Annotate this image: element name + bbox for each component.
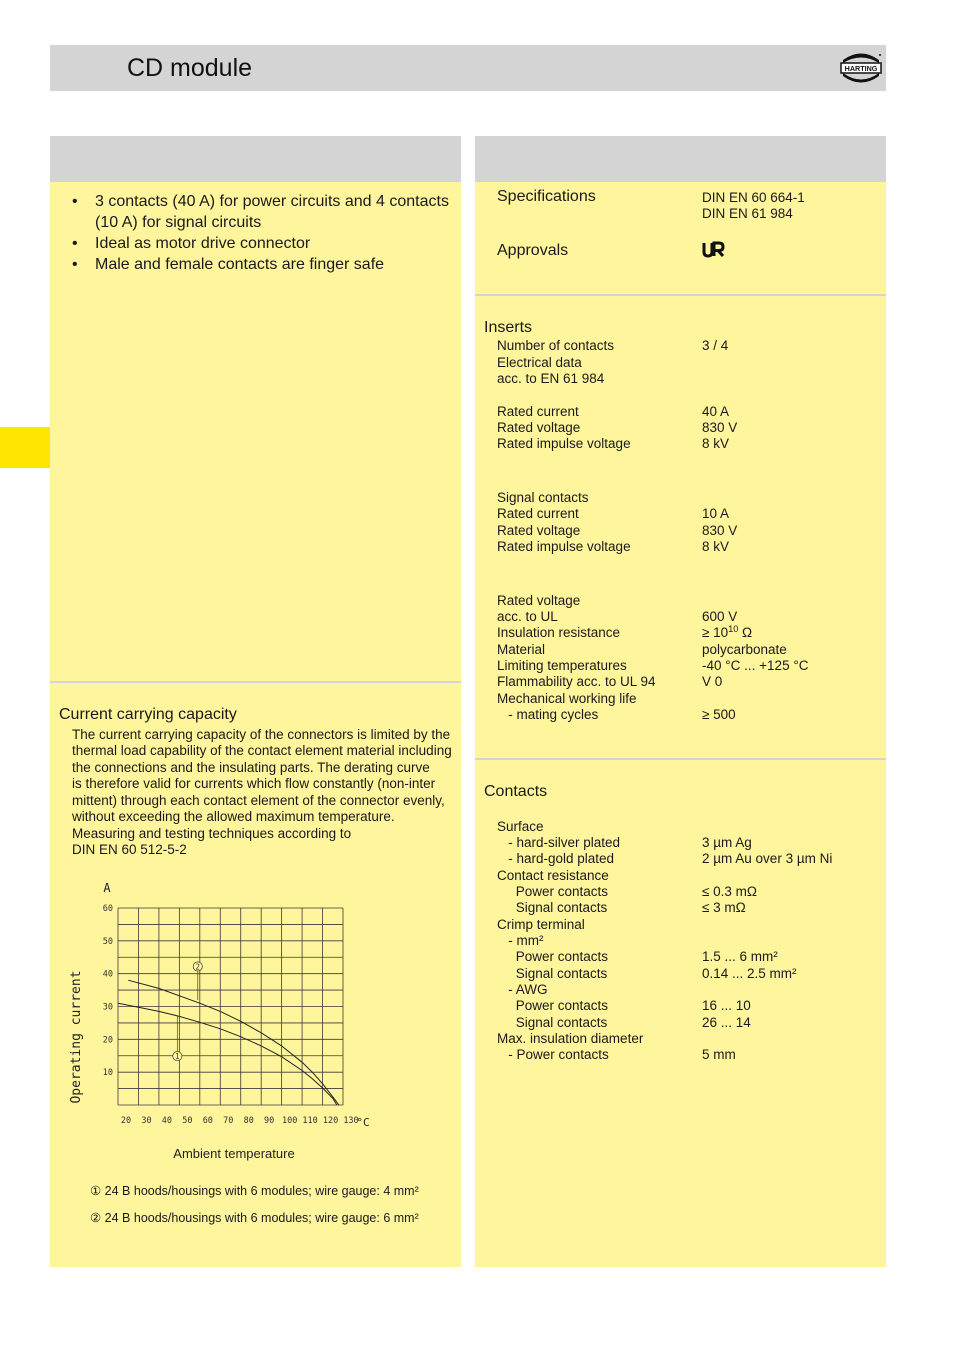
- right-column: [475, 136, 886, 1267]
- contacts-row-value: 3 µm Ag: [702, 835, 752, 850]
- inserts-row-label: Insulation resistance: [497, 625, 621, 640]
- inserts-row-label: Flammability acc. to UL 94: [497, 674, 656, 689]
- harting-logo: [840, 49, 882, 87]
- contacts-row-label: Power contacts: [497, 949, 609, 964]
- section-divider: [475, 294, 886, 296]
- chart-y-tick-label: 10: [102, 1068, 113, 1079]
- inserts-row-label: acc. to UL: [497, 609, 558, 624]
- chart-x-tick-label: 80: [243, 1116, 254, 1126]
- contacts-row-value: 26 ... 14: [702, 1015, 751, 1030]
- inserts-row-value: -40 °C ... +125 °C: [702, 658, 809, 673]
- svg-text:HARTING: HARTING: [844, 64, 878, 74]
- inserts-row-value: 8 kV: [702, 436, 730, 451]
- section-divider: [475, 758, 886, 760]
- inserts-row-value: 40 A: [702, 404, 730, 419]
- contacts-row-value: ≤ 3 mΩ: [702, 900, 746, 915]
- inserts-row-value: 600 V: [702, 609, 738, 624]
- inserts-title: Inserts: [484, 319, 533, 336]
- ccc-measuring: Measuring and testing techniques according to DIN EN 60 512-5-2: [72, 826, 352, 858]
- chart-y-tick-label: 40: [102, 969, 113, 980]
- chart-series-line-1: [118, 1003, 337, 1105]
- contacts-row-label: - mm²: [497, 933, 544, 948]
- contacts-row-value: 16 ... 10: [702, 998, 751, 1013]
- inserts-row-label: Rated voltage: [497, 523, 581, 538]
- inserts-row-value: V 0: [702, 674, 723, 689]
- feature-item: • 3 contacts (40 A) for power circuits and 4 contacts (10 A) for signal circuits: [72, 191, 457, 233]
- inserts-row-label: Rated impulse voltage: [497, 539, 631, 554]
- chart-x-tick-label: 70: [223, 1116, 234, 1126]
- chart-x-tick-label: 20: [120, 1116, 132, 1126]
- contacts-row-label: - hard-gold plated: [497, 851, 615, 866]
- ccc-paragraph: The current carrying capacity of the connectors is limited by the thermal load capability of the contact element material including the connections and the insulating parts. The derating curve is therefore valid for currents which flow constantly (non-inter mittent) through each contact element of the connector evenly, without exceeding the allowed maximum temperature.: [72, 727, 452, 825]
- contacts-row-label: - hard-silver plated: [497, 835, 621, 850]
- inserts-row-label: Rated voltage: [497, 593, 581, 608]
- chart-x-unit: °C: [356, 1116, 370, 1129]
- inserts-row-label: acc. to EN 61 984: [497, 371, 605, 386]
- chart-x-tick-label: 60: [202, 1116, 213, 1126]
- chart-y-unit: A: [103, 881, 111, 895]
- chart-y-axis-label: Operating current: [69, 970, 84, 1104]
- inserts-row-value: ≥ 500: [702, 707, 736, 722]
- contacts-row-label: - AWG: [497, 982, 548, 997]
- chart-legend-2: ② 24 B hoods/housings with 6 modules; wire gauge: 6 mm²: [90, 1211, 419, 1225]
- feature-item: • Ideal as motor drive connector: [72, 233, 457, 254]
- chart-series-marker-label-2: 2: [195, 962, 201, 972]
- inserts-row-label: Rated impulse voltage: [497, 436, 631, 451]
- inserts-row-label: Limiting temperatures: [497, 658, 627, 673]
- chart-x-tick-label: 120: [322, 1116, 339, 1126]
- right-column-header: [475, 136, 886, 182]
- derating-chart: [50, 136, 461, 1267]
- contacts-row-label: Power contacts: [497, 884, 609, 899]
- contacts-row-label: Power contacts: [497, 998, 609, 1013]
- chart-x-tick-label: 50: [182, 1116, 193, 1126]
- contacts-row-label: Signal contacts: [497, 900, 608, 915]
- specifications-label: Specifications: [497, 188, 596, 205]
- contacts-row-label: Signal contacts: [497, 966, 608, 981]
- specifications-value: DIN EN 61 984: [702, 206, 793, 221]
- specifications-value: DIN EN 60 664-1: [702, 190, 805, 205]
- contacts-row-label: Crimp terminal: [497, 917, 585, 932]
- inserts-row-label: Rated voltage: [497, 420, 581, 435]
- feature-item: • Male and female contacts are finger safe: [72, 254, 457, 275]
- contacts-row-value: 1.5 ... 6 mm²: [702, 949, 778, 964]
- approvals-label: Approvals: [497, 242, 569, 259]
- chart-x-tick-label: 40: [161, 1116, 173, 1126]
- page-title: CD module: [127, 54, 253, 82]
- contacts-row-value: ≤ 0.3 mΩ: [702, 884, 758, 899]
- chart-legend-1: ① 24 B hoods/housings with 6 modules; wire gauge: 4 mm²: [90, 1184, 419, 1198]
- contacts-row-label: - Power contacts: [497, 1047, 609, 1062]
- inserts-row-value: ≥ $10^{10}$ Ω: [702, 624, 753, 640]
- left-column: [50, 136, 461, 1267]
- inserts-row-value: 3 / 4: [702, 338, 729, 353]
- chart-x-tick-label: 110: [302, 1116, 318, 1126]
- chart-series-line-2: [128, 980, 339, 1105]
- chart-x-axis-label: Ambient temperature: [173, 1146, 295, 1161]
- chart-x-tick-label: 130: [343, 1116, 359, 1126]
- chart-series-marker-label-1: 1: [175, 1052, 180, 1062]
- inserts-row-label: Signal contacts: [497, 490, 589, 505]
- chart-x-tick-label: 100: [281, 1116, 298, 1126]
- contacts-row-label: Surface: [497, 819, 544, 834]
- contacts-row-value: 5 mm: [702, 1047, 736, 1062]
- contacts-row-label: Max. insulation diameter: [497, 1031, 644, 1046]
- contacts-row-value: 0.14 ... 2.5 mm²: [702, 966, 797, 981]
- inserts-row-label: - mating cycles: [497, 707, 599, 722]
- inserts-row-value: 830 V: [702, 420, 738, 435]
- contacts-row-label: Signal contacts: [497, 1015, 608, 1030]
- inserts-row-value: 10 A: [702, 506, 730, 521]
- contacts-title: Contacts: [484, 783, 548, 800]
- ur-recognized-icon: [702, 241, 726, 258]
- inserts-row-value: 8 kV: [702, 539, 730, 554]
- chart-y-tick-label: 60: [102, 904, 113, 914]
- inserts-row-label: Electrical data: [497, 355, 582, 370]
- inserts-row-label: Rated current: [497, 404, 579, 419]
- chart-y-tick-label: 50: [102, 936, 113, 947]
- section-tab-marker: [0, 427, 50, 468]
- inserts-row-label: Rated current: [497, 506, 579, 521]
- chart-x-tick-label: 90: [264, 1116, 275, 1126]
- inserts-row-value: 830 V: [702, 523, 738, 538]
- chart-y-tick-label: 20: [102, 1035, 113, 1046]
- inserts-row-label: Number of contacts: [497, 338, 615, 353]
- contacts-row-label: Contact resistance: [497, 868, 609, 883]
- contacts-row-value: 2 µm Au over 3 µm Ni: [702, 851, 833, 866]
- inserts-row-label: Material: [497, 642, 546, 657]
- chart-y-tick-label: 30: [102, 1002, 113, 1013]
- ccc-title: Current carrying capacity: [59, 706, 237, 723]
- chart-x-tick-label: 30: [141, 1116, 152, 1126]
- inserts-row-label: Mechanical working life: [497, 691, 637, 706]
- inserts-row-value: polycarbonate: [702, 642, 787, 657]
